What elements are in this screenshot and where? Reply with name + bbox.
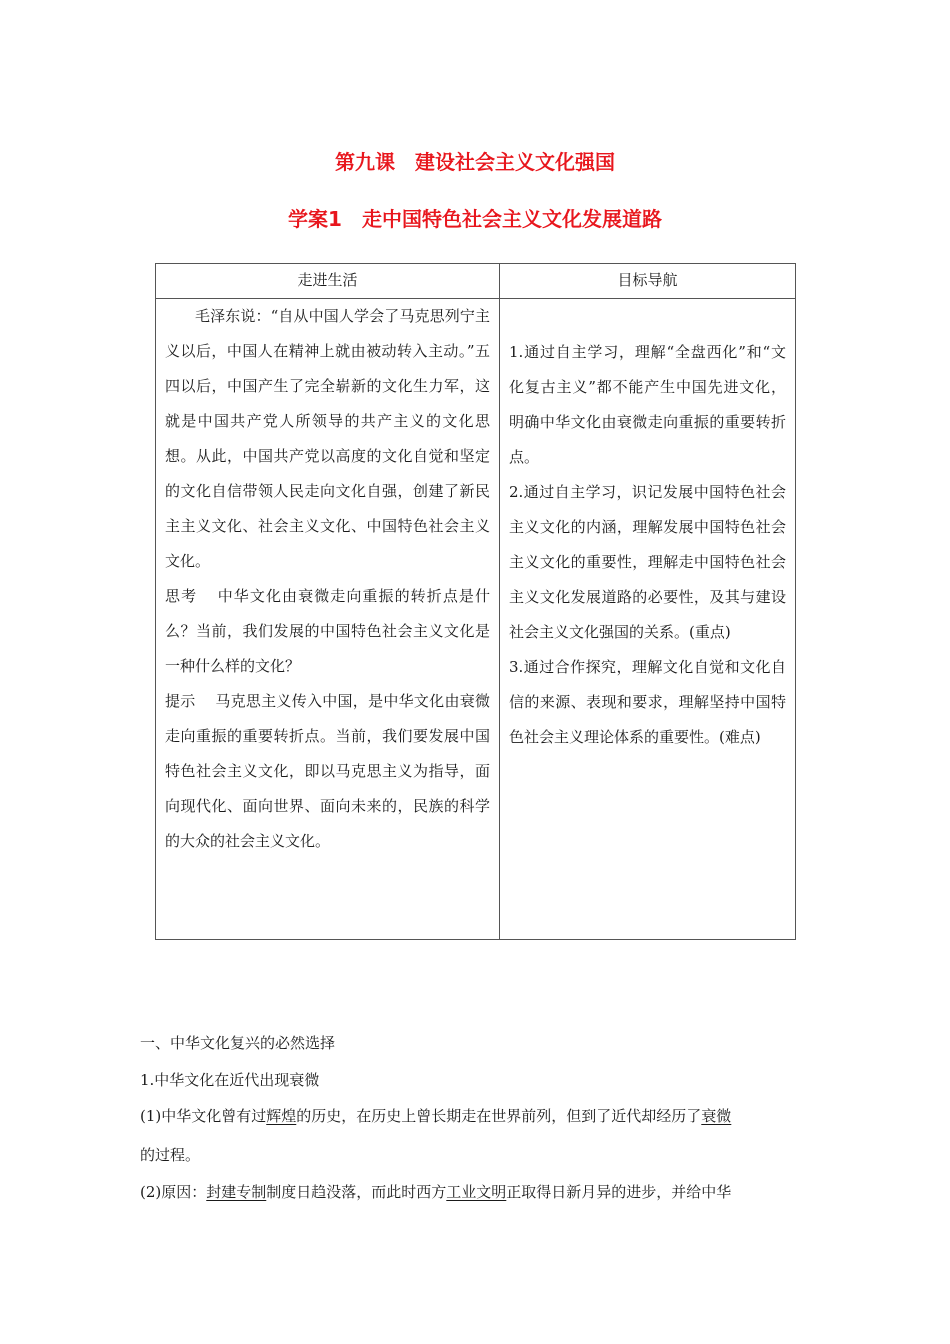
blank-answer: 工业文明: [446, 1183, 507, 1201]
case-title: 学案1 走中国特色社会主义文化发展道路: [288, 207, 662, 231]
table-header-row: [156, 264, 796, 299]
text-span: 制度日趋没落，而此时西方: [266, 1183, 447, 1201]
think-paragraph: [165, 579, 490, 684]
text-span: (1)中华文化曾有过: [140, 1107, 267, 1125]
header-goals: 目标导航: [500, 264, 796, 299]
blank-answer: 衰微: [701, 1107, 732, 1125]
paragraph-1-line-2: 的过程。: [140, 1146, 201, 1164]
goal-item: 2.通过自主学习，识记发展中国特色社会主义文化的内涵，理解发展中国特色社会主义文化的重要性，理解走中国特色社会主义文化发展道路的必要性，及其与建设社会主义文化强国的关系。(重点): [509, 483, 786, 641]
header-life: 走进生活: [156, 264, 500, 299]
blank-answer: 封建专制: [206, 1183, 267, 1201]
life-cell: [156, 299, 500, 940]
hint-text: 马克思主义传入中国，是中华文化由衰微走向重振的重要转折点。当前，我们要发展中国特色社会主义文化，即以马克思主义为指导，面向现代化、面向世界、面向未来的，民族的科学的大众的社会主义文化。: [165, 692, 490, 850]
guide-table: [155, 263, 796, 940]
text-span: 的历史，在历史上曾长期走在世界前列，但到了近代却经历了: [296, 1107, 702, 1125]
table-body-row: [156, 299, 796, 940]
item-heading: 1.中华文化在近代出现衰微: [140, 1071, 320, 1089]
hint-paragraph: [165, 684, 490, 859]
text-span: (2)原因：: [140, 1183, 207, 1201]
lesson-title: 第九课 建设社会主义文化强国: [335, 150, 615, 174]
goal-item: 1.通过自主学习，理解“全盘西化”和“文化复古主义”都不能产生中国先进文化，明确中华文化由衰微走向重振的重要转折点。: [509, 343, 786, 466]
paragraph-1-line-1: [140, 1104, 815, 1128]
section-heading: 一、中华文化复兴的必然选择: [140, 1034, 336, 1052]
intro-paragraph: 毛泽东说：“自从中国人学会了马克思列宁主义以后，中国人在精神上就由被动转入主动。”五四以后，中国产生了完全崭新的文化生力军，这就是中国共产党人所领导的共产主义的文化思想。从此，中国共产党以高度的文化自觉和坚定的文化自信带领人民走向文化自强，创建了新民主主义文化、社会主义文化、中国特色社会主义文化。: [165, 307, 490, 570]
text-span: 正取得日新月异的进步，并给中华: [506, 1183, 732, 1201]
paragraph-2-line-1: [140, 1180, 815, 1204]
think-text: 中华文化由衰微走向重振的转折点是什么？当前，我们发展的中国特色社会主义文化是一种什么样的文化？: [165, 587, 490, 675]
blank-answer: 辉煌: [266, 1107, 297, 1125]
think-label: 思考: [165, 587, 198, 605]
goals-cell: [500, 299, 796, 940]
goal-item: 3.通过合作探究，理解文化自觉和文化自信的来源、表现和要求，理解坚持中国特色社会主义理论体系的重要性。(难点): [509, 658, 786, 746]
hint-label: 提示: [165, 692, 196, 710]
